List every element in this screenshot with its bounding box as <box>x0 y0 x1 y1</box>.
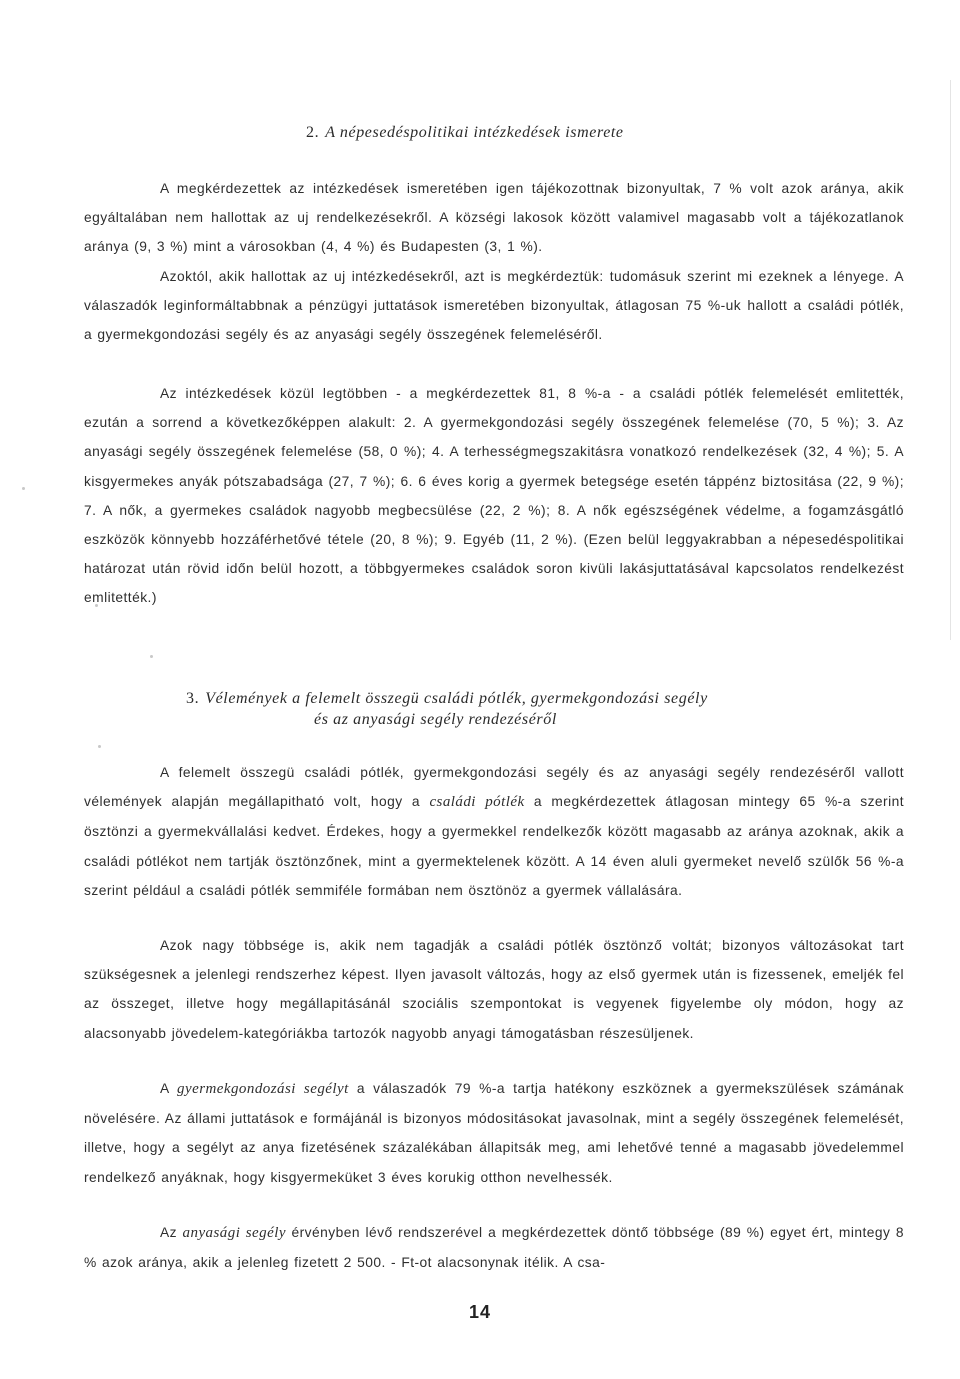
section-3-number: 3. <box>186 690 200 707</box>
s3-paragraph-1 <box>84 758 904 905</box>
s2-paragraph-1: A megkérdezettek az intézkedések ismeretében igen tájékozottnak bizonyultak, 7 % volt azok aránya, akik egyáltalában nem hallottak az uj rendelkezésekről. A községi lakosok között valamivel magasabb volt a tájékozatlanok aránya (9, 3 %) mint a városokban (4, 4 %) és Budapesten (3, 1 %). <box>84 181 904 255</box>
s3-p4-italic-term: anyasági segély <box>182 1225 286 1241</box>
s2-paragraph-3: Az intézkedések közül legtöbben - a megkérdezettek 81, 8 %-a - a családi pótlék felemelését emlitették, ezután a sorrend a következőképpen alakult: 2. A gyermekgondozási segély összegének felemelése (70, 5 %); 3. Az anyasági segély összegének felemelése (58, 0 %); 4. A terhességmegszakitásra vonatkozó rendelkezések (32, 4 %); 5. A kisgyermekes anyák pótszabadsága (27, 7 %); 6. 6 éves korig a gyermek betegsége esetén táppénz biztositása (22, 9 %); 7. A nők, a gyermekes családok nagyobb megbecsülése (22, 2 %); 8. A nők egészségének védelme, a fogamzásgátló eszközök könnyebb hozzáférhetővé tétele (20, 8 %); 9. Egyéb (11, 2 %). (Ezen belül leggyakrabban a népesedéspolitikai határozat után rövid időn belül hozott, a többgyermekes családok soron kivüli lakásjuttatásával kapcsolatos rendelkezést emlitették.) <box>84 386 904 606</box>
scan-edge-line <box>950 80 951 640</box>
section-2-number: 2. <box>306 124 320 141</box>
s3-p3-italic-term: gyermekgondozási segélyt <box>177 1081 349 1097</box>
s3-paragraph-2: Azok nagy többsége is, akik nem tagadják a családi pótlék ösztönző voltát; bizonyos változásokat tart szükségesnek a jelenlegi rendszerhez képest. Ilyen javasolt változás, hogy az első gyermek után is fizessenek, emeljék fel az összeget, illetve hogy megállapitásánál szociális szempontokat is vegyenek figyelembe oly módon, hogy az alacsonyabb jövedelem-kategóriákba tartozók nagyobb anyagi támogatásban részesüljenek. <box>84 938 904 1041</box>
s3-p1-italic-term: családi pótlék <box>429 794 525 811</box>
s3-p1-text-a: A felemelt összegü családi pótlék, gyermekgondozási segély és az anyasági segély rendezéséről vallott vélemények alapján megállapitható volt, hogy a <box>84 765 904 810</box>
section-3-title-line-2: és az anyasági segély rendezéséről <box>314 711 557 728</box>
page-number: 14 <box>468 1302 492 1322</box>
section-3-title-line-1: Vélemények a felemelt összegü családi pótlék, gyermekgondozási segély <box>205 690 708 707</box>
s3-p1-text-b: a megkérdezettek átlagosan mintegy 65 %-a szerint ösztönzi a gyermekvállalási kedvet. Érdekes, hogy a gyermekkel rendelkezők között magasabb az aránya azoknak, akik a családi pótlékot nem tartják ösztönzőnek, mint a gyermektelenek között. A 14 éven aluli gyermeket nevelő szülők 56 %-a szerint például a családi pótlék semmiféle formában nem ösztönöz a gyermek vállalására. <box>84 794 905 898</box>
s3-p3-text-b: a válaszadók 79 %-a tartja hatékony eszköznek a gyermekszülések számának növelésére. Az állami juttatások e formájánál is bizonyos módositásokat javasolnak, mint a segély összegének felemelését, illetve, hogy a segélyt az anya fizetésének százalékában állapitsák meg, ami lehetővé tenné a magasabb jövedelemmel rendelkező anyáknak, hogy kisgyermeküket 3 éves korukig otthon nevelhessék. <box>84 1081 905 1185</box>
section-3-heading-line-1 <box>186 690 708 708</box>
s3-p4-text-b: érvényben lévő rendszerével a megkérdezettek döntő többsége (89 %) egyet ért, mintegy 8 % azok aránya, akik a jelenleg fizetett 2 500. - Ft-ot alacsonynak itélik. A csa- <box>84 1225 905 1271</box>
s3-paragraph-3 <box>84 1074 904 1192</box>
s3-paragraph-4 <box>84 1218 904 1277</box>
section-2-heading <box>306 124 624 142</box>
s3-p3-text-a: A <box>160 1081 178 1096</box>
section-2-title: A népesedéspolitikai intézkedések ismerete <box>325 124 624 141</box>
scan-speck <box>150 655 153 658</box>
s3-p4-text-a: Az <box>160 1225 183 1240</box>
scan-speck <box>98 745 101 748</box>
s2-paragraph-2: Azoktól, akik hallottak az uj intézkedésekről, azt is megkérdeztük: tudomásuk szerint mi ezeknek a lényege. A válaszadók leginformáltabbnak a pénzügyi juttatások ismeretében bizonyultak, átlagosan 75 %-uk hallott a családi pótlék, a gyermekgondozási segély és az anyasági segély összegének felemeléséről. <box>84 269 904 343</box>
scan-speck <box>22 487 25 490</box>
section-3-heading-line-2 <box>314 711 557 729</box>
